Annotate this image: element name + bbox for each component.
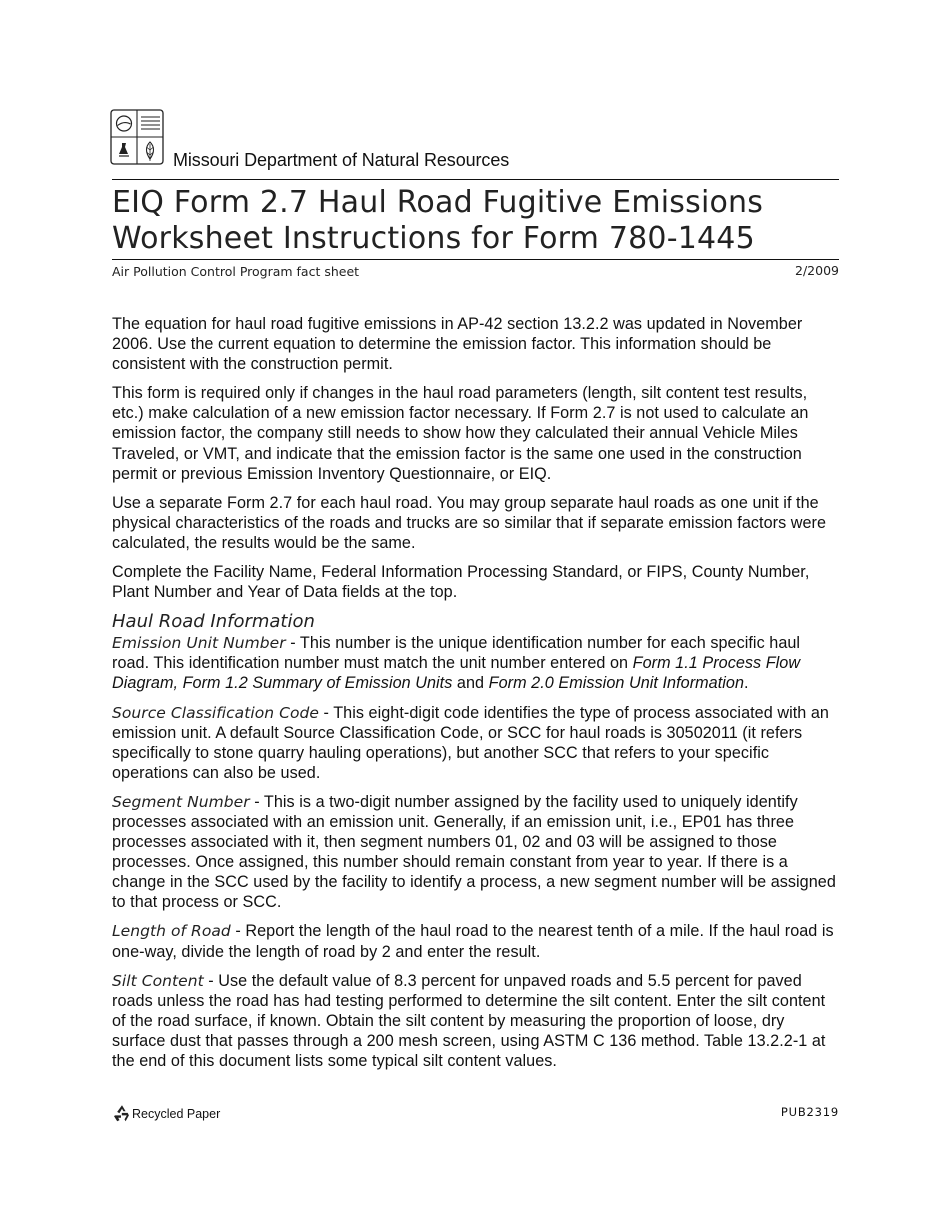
segment-number-paragraph: [112, 792, 839, 913]
page-title-line-1: EIQ Form 2.7 Haul Road Fugitive Emissions: [112, 185, 764, 220]
emission-unit-number-and: and: [452, 674, 489, 693]
intro-paragraph-4: Complete the Facility Name, Federal Information Processing Standard, or FIPS, County Number, Plant Number and Year of Data fields at the top.: [112, 563, 810, 602]
department-logo-icon: [110, 109, 164, 165]
segment-number-text: - This is a two-digit number assigned by the facility used to uniquely identify processes associated with an emission unit. Generally, if an emission unit, i.e., EP01 has three processes associated with it, then segment numbers 01, 02 and 03 will be assigned to those processes. Once assigned, this number should remain constant from year to year. If there is a change in the SCC used by the facility to identify a process, a new segment number will be assigned to that process or SCC.: [112, 792, 836, 912]
recycled-paper-label: Recycled Paper: [132, 1107, 221, 1121]
emission-unit-number-paragraph: [112, 633, 839, 693]
intro-paragraph-2: This form is required only if changes in the haul road parameters (length, silt content test results, etc.) make calculation of a new emission factor necessary. If Form 2.7 is not used to calculate an emission factor, the company still needs to show how they calculated their annual Vehicle Miles Traveled, or VMT, and indicate that the emission factor is the same one used in the construction permit or previous Emission Inventory Questionnaire, or EIQ.: [112, 384, 809, 483]
scc-text: - This eight-digit code identifies the type of process associated with an emission unit. A default Source Classification Code, or SCC for haul roads is 30502011 (it refers specifically to stone quarry hauling operations), but another SCC that refers to your specific operations can also be used.: [112, 703, 829, 782]
length-of-road-text: - Report the length of the haul road to the nearest tenth of a mile. If the haul road is one-way, divide the length of road by 2 and enter the result.: [112, 922, 834, 961]
agency-name: Missouri Department of Natural Resources: [173, 150, 510, 170]
emission-unit-number-term: Emission Unit Number: [112, 634, 286, 653]
emission-unit-number-text: - This number is the unique identification number for each specific haul road. This identification number must match the unit number entered on: [112, 634, 801, 673]
fact-sheet-page: [112, 109, 839, 1129]
letterhead: [112, 109, 839, 180]
page-title: [112, 185, 839, 257]
form-2-reference: Form 2.0 Emission Unit Information: [488, 674, 745, 693]
footer: [112, 1103, 839, 1125]
intro-paragraph-3: Use a separate Form 2.7 for each haul road. You may group separate haul roads as one unit if the physical characteristics of the roads and trucks are so similar that if separate emission factors were calculated, the results would be the same.: [112, 493, 827, 552]
program-label: Air Pollution Control Program fact sheet: [112, 264, 360, 279]
silt-content-term: Silt Content: [112, 971, 204, 990]
scc-paragraph: [112, 703, 839, 783]
scc-term: Source Classification Code: [112, 703, 319, 722]
subheader: [112, 260, 839, 284]
publication-number: PUB2319: [780, 1105, 839, 1119]
emission-unit-number-end: .: [744, 674, 749, 693]
recycle-icon: [112, 1103, 132, 1123]
silt-content-paragraph: [112, 971, 839, 1071]
segment-number-term: Segment Number: [112, 792, 250, 811]
length-of-road-term: Length of Road: [112, 922, 231, 941]
page-title-line-2: Worksheet Instructions for Form 780-1445: [112, 221, 755, 256]
publication-date: 2/2009: [795, 263, 839, 278]
length-of-road-paragraph: [112, 921, 839, 961]
silt-content-text: - Use the default value of 8.3 percent for unpaved roads and 5.5 percent for paved roads unless the road has had testing performed to determine the silt content. Enter the silt content of the road surface, if known. Obtain the silt content by measuring the proportion of loose, dry surface dust that passes through a 200 mesh screen, using ASTM C 136 method. Table 13.2.2-1 at the end of this document lists some typical silt content values.: [112, 971, 826, 1070]
section-heading-haul-road: Haul Road Information: [112, 611, 315, 633]
intro-paragraph-1: The equation for haul road fugitive emissions in AP-42 section 13.2.2 was updated in November 2006. Use the current equation to determine the emission factor. This information should be consistent with the construction permit.: [112, 315, 803, 374]
form-1-reference: Form 1.1 Process Flow Diagram, Form 1.2 Summary of Emission Units: [112, 654, 801, 693]
document-body: [112, 314, 839, 1071]
